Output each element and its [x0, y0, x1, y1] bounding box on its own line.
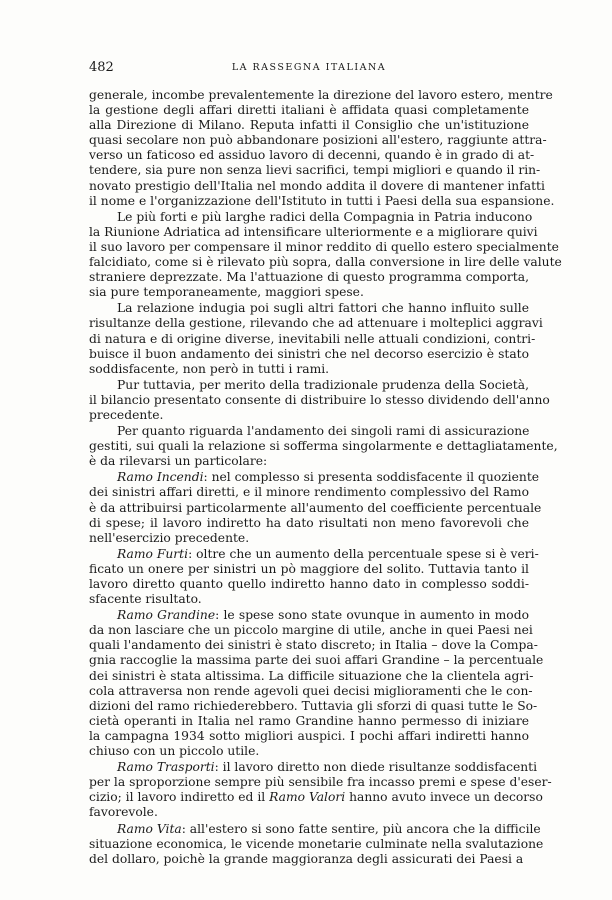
text-line: [89, 683, 533, 699]
running-title: LA RASSEGNA ITALIANA: [231, 62, 387, 73]
text-line: [89, 301, 529, 316]
text-line: [89, 163, 541, 178]
text-line: [89, 285, 529, 300]
text-run: è da attribuirsi particolarmente all'aumento del coefficiente percentuale: [89, 500, 542, 515]
text-line: [89, 653, 544, 668]
text-line: [89, 775, 552, 790]
text-line: [89, 347, 529, 362]
text-line: [89, 623, 533, 638]
text-line: [89, 316, 543, 331]
text-line: [89, 790, 543, 805]
page-number: 482: [89, 60, 114, 75]
text-line: [89, 638, 538, 653]
text-run: falcidiato, come si è rilevato più sopra, dalla conversione in lire delle valute: [89, 255, 562, 270]
text-run: generale, incombe prevalentemente la direzione del lavoro estero, mentre: [89, 88, 553, 102]
text-line: [89, 516, 529, 531]
text-line: [89, 500, 542, 516]
text-run: precedente.: [89, 407, 164, 422]
text-run: favorevole.: [89, 805, 158, 820]
text-run: del dollaro, poichè la grande maggioranza degli assicurati dei Paesi a: [89, 851, 524, 866]
text-line: [89, 821, 541, 837]
text-run: è da rilevarsi un particolare:: [89, 454, 268, 469]
text-run: chiuso con un piccolo utile.: [89, 744, 260, 759]
text-line: [89, 760, 538, 775]
italic-heading: Ramo Valori: [269, 790, 346, 805]
text-run: situazione economica, le vicende monetarie culminate nella svalutazione: [89, 836, 544, 851]
paragraph: [89, 88, 555, 209]
text-run: buisce il buon andamento dei sinistri che nel decorso esercizio è stato: [89, 346, 529, 361]
paragraph: [89, 608, 544, 759]
text-run: cizio; il lavoro indiretto ed il: [89, 790, 270, 805]
text-run: Pur tuttavia, per merito della tradizionale prudenza della Società,: [117, 377, 529, 392]
page-header: [89, 60, 529, 80]
text-line: [89, 133, 547, 148]
paragraph: [89, 424, 558, 469]
text-line: [89, 836, 544, 852]
text-line: [89, 392, 550, 408]
italic-heading: Ramo Trasporti: [117, 760, 215, 775]
text-line: [89, 118, 529, 133]
text-line: [89, 224, 538, 240]
text-run: hanno avuto invece un decorso: [345, 790, 543, 805]
text-line: [89, 608, 529, 623]
text-run: tendere, sia pure non senza lievi sacrifici, tempi migliori e quando il rin-: [89, 163, 541, 178]
article-body: [89, 88, 562, 868]
italic-heading: Ramo Furti: [117, 546, 189, 561]
text-run: gestiti, sui quali la relazione si sofferma singolarmente e dettagliatamente,: [89, 439, 558, 454]
text-run: la Riunione Adriatica ad intensificare ulteriormente e a migliorare quivi: [89, 224, 538, 239]
text-line: [89, 454, 529, 469]
text-line: [89, 805, 529, 820]
text-run: cola attraversa non rende agevoli quei decisi miglioramenti che le con-: [89, 683, 533, 698]
text-line: [89, 255, 562, 270]
paragraph: [89, 301, 543, 376]
text-line: [89, 729, 529, 744]
text-run: di natura e di origine diverse, inevitabili nelle attuali condizioni, contri-: [89, 331, 536, 346]
text-run: quasi secolare non può abbandonare posizioni all'estero, raggiunte attra-: [89, 133, 547, 148]
text-run: : le spese sono state ovunque in aumento in modo: [215, 608, 529, 623]
text-run: di spese; il lavoro indiretto ha dato risultati non meno favorevoli che: [89, 515, 529, 530]
text-run: la campagna 1934 sotto migliori auspici. I pochi affari indiretti hanno: [89, 728, 529, 743]
paragraph: [89, 760, 552, 820]
text-run: novato prestigio dell'Italia nel mondo addita il dovere di mantener infatti: [89, 178, 545, 193]
text-run: da non lasciare che un piccolo margine di utile, anche in quei Paesi nei: [89, 623, 533, 638]
paragraph: [89, 209, 562, 301]
text-line: [89, 270, 529, 285]
text-line: [89, 378, 529, 393]
text-line: [89, 577, 529, 592]
text-run: cietà operanti in Italia nel ramo Grandine hanno permesso di iniziare: [89, 713, 529, 728]
italic-heading: Ramo Incendi: [117, 470, 204, 485]
italic-heading: Ramo Vita: [117, 821, 182, 836]
paragraph: [89, 546, 539, 607]
text-run: : all'estero si sono fatte sentire, più ancora che la difficile: [181, 821, 541, 836]
text-line: [89, 331, 536, 347]
text-run: il bilancio presentato consente di distribuire lo stesso dividendo dell'anno: [89, 392, 550, 407]
text-run: ficato un onere per sinistri un pò maggiore del solito. Tuttavia tanto il: [89, 561, 529, 576]
text-run: risultanze della gestione, rilevando che ad attenuare i molteplici aggravi: [89, 316, 543, 331]
text-run: : nel complesso si presenta soddisfacente il quoziente: [203, 470, 540, 485]
text-run: quali l'andamento dei sinistri è stato discreto; in Italia – dove la Compa-: [89, 638, 538, 653]
text-run: straniere deprezzate. Ma l'attuazione di questo programma comporta,: [89, 270, 529, 285]
text-line: [89, 209, 533, 225]
text-line: [89, 531, 529, 546]
text-run: sia pure temporaneamente, maggiori spese.: [89, 285, 364, 300]
text-line: [89, 103, 529, 118]
text-line: [89, 88, 553, 103]
text-run: sfacente risultato.: [89, 592, 202, 607]
text-run: : il lavoro diretto non diede risultanze soddisfacenti: [214, 760, 538, 775]
text-line: [89, 852, 529, 867]
text-run: il suo lavoro per compensare il minor reddito di quello estero specialmente: [89, 239, 559, 254]
text-line: [89, 744, 529, 759]
text-run: : oltre che un aumento della percentuale spese si è veri-: [188, 546, 539, 561]
text-line: [89, 470, 540, 485]
text-run: dei sinistri è stata altissima. La difficile situazione che la clientela agri-: [89, 668, 534, 683]
text-run: La relazione indugia poi sugli altri fattori che hanno influito sulle: [117, 301, 529, 316]
text-run: la gestione degli affari diretti italiani è affidata quasi completamente: [89, 103, 529, 118]
text-line: [89, 546, 539, 562]
text-run: lavoro diretto quanto quello indiretto hanno dato in complesso soddi-: [89, 577, 529, 591]
text-run: il nome e l'organizzazione dell'Istituto in tutti i Paesi della sua espansione.: [89, 193, 555, 208]
text-run: verso un faticoso ed assiduo lavoro di decenni, quando è in grado di at-: [89, 148, 535, 163]
text-run: dei sinistri affari diretti, e il minore rendimento complessivo del Ramo: [89, 485, 529, 500]
text-line: [89, 148, 535, 163]
text-run: gnia raccoglie la massima parte dei suoi affari Grandine – la percentuale: [89, 653, 544, 668]
text-line: [89, 408, 529, 423]
text-line: [89, 424, 529, 439]
text-line: [89, 668, 534, 684]
text-run: nell'esercizio precedente.: [89, 530, 250, 545]
paragraph: [89, 821, 544, 867]
text-run: Per quanto riguarda l'andamento dei singoli rami di assicurazione: [117, 424, 530, 439]
text-line: [89, 562, 529, 577]
text-line: [89, 485, 529, 500]
text-line: [89, 592, 529, 607]
text-line: [89, 362, 529, 377]
paragraph: [89, 377, 550, 423]
text-run: dizioni del ramo richiederebbero. Tuttavia gli sforzi di quasi tutte le So-: [89, 698, 538, 713]
text-run: Le più forti e più larghe radici della Compagnia in Patria inducono: [117, 209, 533, 224]
paragraph: [89, 470, 542, 545]
text-run: soddisfacente, non però in tutti i rami.: [89, 361, 330, 376]
text-line: [89, 714, 529, 729]
text-line: [89, 178, 545, 194]
text-line: [89, 193, 555, 209]
text-line: [89, 239, 559, 255]
text-run: alla Direzione di Milano. Reputa infatti il Consiglio che un'istituzione: [89, 118, 529, 133]
text-run: per la sproporzione sempre più sensibile fra incasso premi e spese d'eser-: [89, 775, 552, 790]
italic-heading: Ramo Grandine: [117, 608, 216, 623]
text-line: [89, 698, 538, 714]
text-line: [89, 439, 558, 454]
